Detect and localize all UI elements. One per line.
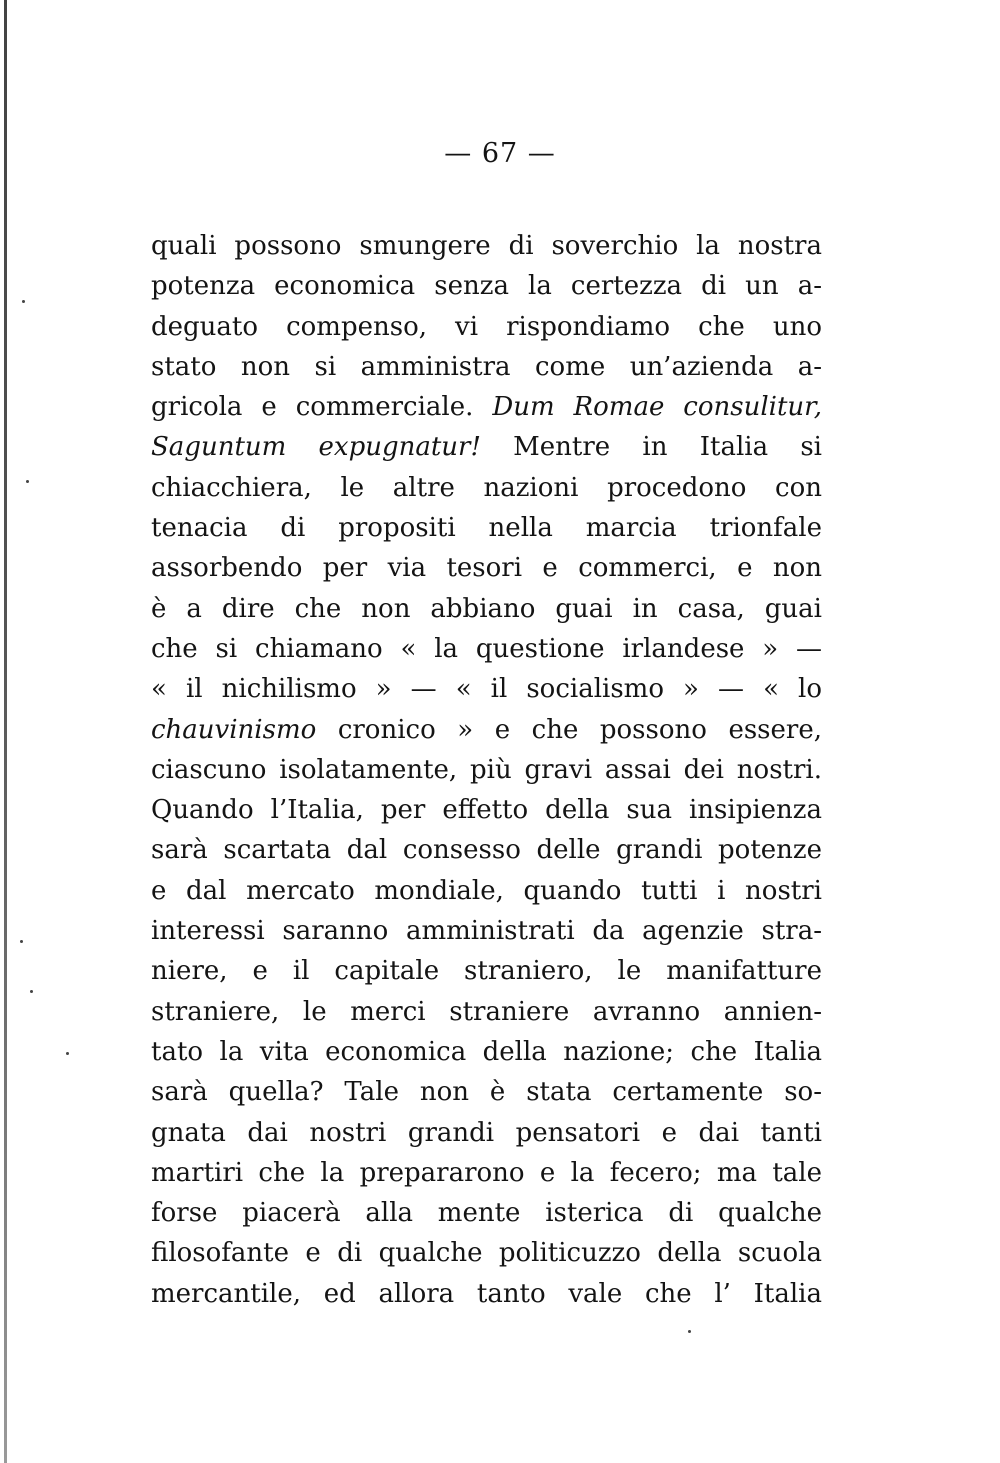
text-run: Mentre in Italia si [480,432,822,463]
text-line [151,911,822,951]
text-line [151,871,822,911]
page-number: — 67 — [444,138,556,169]
text-line [151,830,822,870]
text-run: deguato compenso, vi rispondiamo che uno [151,311,822,342]
scan-speck [688,1330,691,1333]
text-line [151,1274,822,1314]
text-line [151,951,822,991]
text-line [151,266,822,306]
italic-phrase: chauvinismo [151,714,317,745]
text-run: gnata dai nostri grandi pensatori e dai tanti [151,1117,822,1148]
text-run: assorbendo per via tesori e commerci, e non [151,553,822,584]
text-line [151,589,822,629]
text-run: gricola e commerciale. [151,392,493,423]
text-run: martiri che la prepararono e la fecero; ma tale [151,1157,822,1188]
body-text [151,226,822,1314]
text-line [151,307,822,347]
text-line [151,1032,822,1072]
text-line [151,1153,822,1193]
scan-speck [26,480,29,483]
text-run: quali possono smungere di soverchio la nostra [151,231,822,261]
text-line [151,387,822,427]
text-run: forse piacerà alla mente isterica di qualche [151,1198,822,1229]
text-run: che si chiamano « la questione irlandese » — [151,633,822,664]
text-run: niere, e il capitale straniero, le manifatture [151,956,822,987]
scan-speck [30,990,33,993]
text-line [151,992,822,1032]
text-line [151,468,822,508]
text-line [151,1072,822,1112]
text-line [151,427,822,467]
text-line [151,226,822,266]
text-line [151,750,822,790]
text-run: interessi saranno amministrati da agenzie stra- [151,916,822,947]
text-line [151,1193,822,1233]
text-run: ciascuno isolatamente, più gravi assai dei nostri. [151,754,822,785]
text-line [151,508,822,548]
text-run: tenacia di propositi nella marcia trionfale [151,513,822,544]
text-run: Quando l’Italia, per effetto della sua insipienza [151,795,822,826]
text-run: chiacchiera, le altre nazioni procedono con [151,472,822,503]
text-line [151,548,822,588]
text-line [151,629,822,669]
text-run: straniere, le merci straniere avranno annien- [151,996,822,1027]
text-run: tato la vita economica della nazione; che Italia [151,1036,822,1067]
italic-phrase: Dum Romae consulitur, [492,392,822,423]
text-run: stato non si amministra come un’azienda a- [151,351,822,382]
text-run: sarà quella? Tale non è stata certamente so- [151,1077,822,1108]
text-line [151,669,822,709]
text-line [151,1113,822,1153]
page-edge-shadow [4,0,7,1463]
scan-speck [22,300,25,303]
text-run: mercantile, ed allora tanto vale che l’ Italia [151,1278,822,1309]
text-line [151,710,822,750]
text-run: « il nichilismo » — « il socialismo » — « lo [151,674,822,705]
text-run: è a dire che non abbiano guai in casa, guai [151,593,822,624]
text-run: e dal mercato mondiale, quando tutti i nostri [151,875,822,906]
scan-speck [20,940,23,943]
italic-phrase: Saguntum expugnatur! [151,432,481,463]
text-line [151,347,822,387]
text-run: cronico » e che possono essere, [316,714,822,745]
text-line [151,1233,822,1273]
text-run: filosofante e di qualche politicuzzo della scuola [151,1238,822,1269]
scan-speck [66,1052,69,1055]
text-run: sarà scartata dal consesso delle grandi potenze [151,835,822,866]
text-line [151,790,822,830]
text-run: potenza economica senza la certezza di un a- [151,271,822,302]
